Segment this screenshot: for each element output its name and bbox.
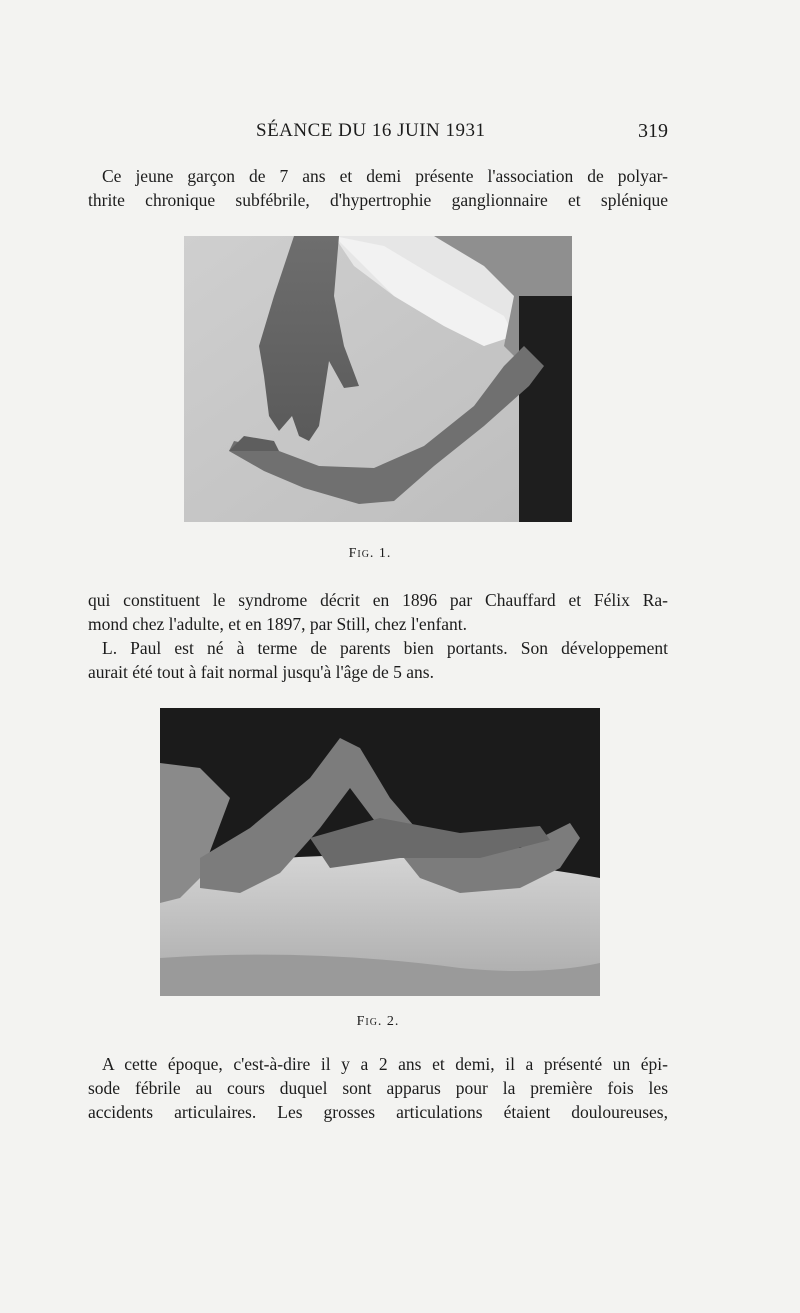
paragraph-episode	[88, 1052, 668, 1124]
header-title: SÉANCE DU 16 JUIN 1931	[256, 120, 486, 141]
figure-2-photo	[160, 708, 600, 996]
figure-1-photo	[184, 236, 572, 522]
figure-2-image	[160, 708, 600, 996]
text-line: aurait été tout à fait normal jusqu'à l'âge de 5 ans.	[88, 662, 434, 682]
text-line: mond chez l'adulte, et en 1897, par Still, chez l'enfant.	[88, 614, 468, 634]
text-line: accidents articulaires. Les grosses articulations étaient douloureuses,	[88, 1102, 668, 1122]
figure-1-caption: Fig. 1.	[348, 546, 392, 561]
text-line: qui constituent le syndrome décrit en 1896 par Chauffard et Félix Ra-	[88, 590, 668, 610]
running-header	[88, 120, 668, 148]
figure-2-caption: Fig. 2.	[356, 1014, 400, 1029]
text-line: A cette époque, c'est-à-dire il y a 2 ans et demi, il a présenté un épi-	[102, 1054, 668, 1074]
paragraph-intro	[88, 164, 668, 212]
text-line: sode fébrile au cours duquel sont apparus pour la première fois les	[88, 1078, 668, 1098]
text-line: thrite chronique subfébrile, d'hypertrophie ganglionnaire et splénique	[88, 190, 668, 210]
page-number: 319	[638, 120, 668, 142]
paragraph-history	[88, 636, 668, 684]
figure-1-image	[184, 236, 572, 522]
paragraph-syndrome	[88, 588, 668, 636]
text-line: Ce jeune garçon de 7 ans et demi présente l'association de polyar-	[102, 166, 668, 186]
text-line: L. Paul est né à terme de parents bien portants. Son développement	[102, 638, 668, 658]
